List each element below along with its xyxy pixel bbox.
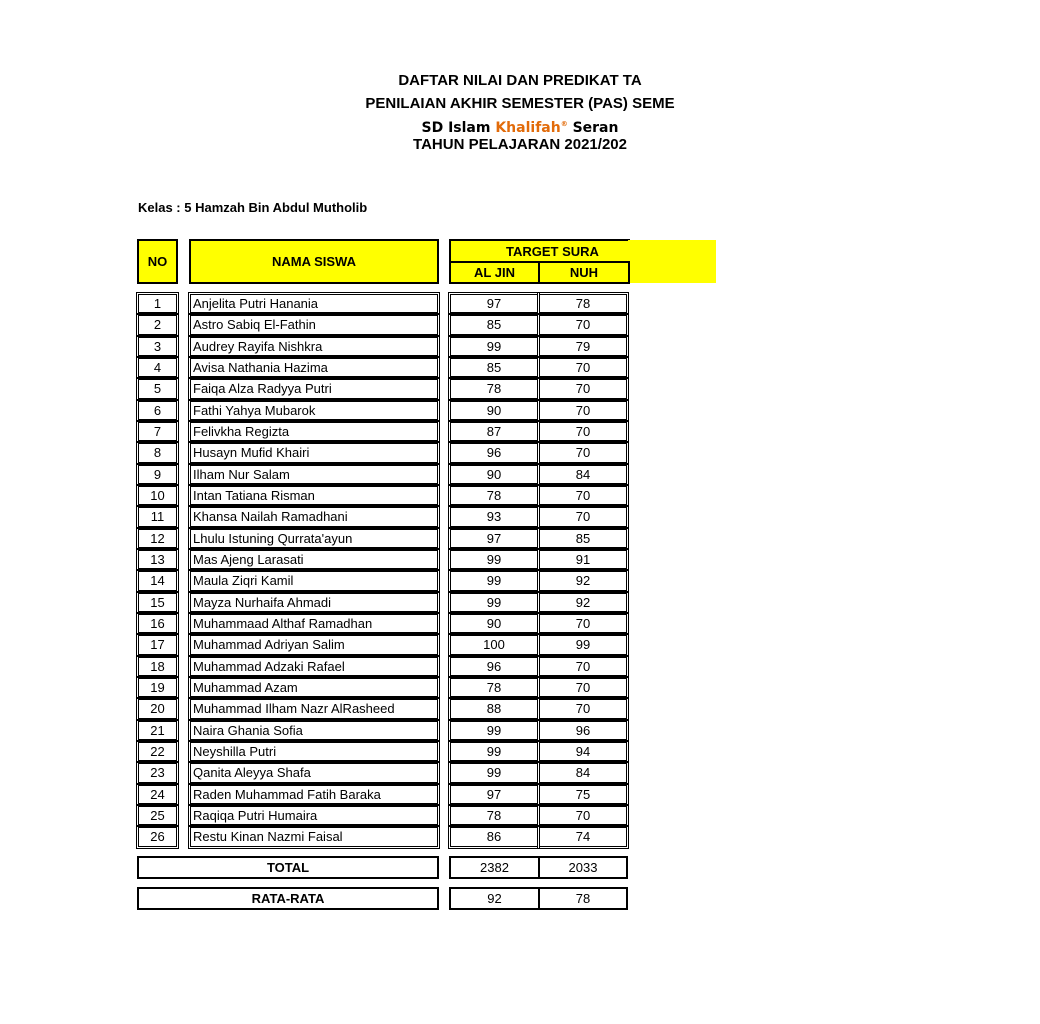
- row-nuh: 70: [539, 486, 627, 505]
- row-nuh: 70: [539, 614, 627, 633]
- row-al-jin: 99: [450, 742, 538, 761]
- row-al-jin: 99: [450, 763, 538, 782]
- row-no: 21: [138, 721, 177, 740]
- row-no: 25: [138, 806, 177, 825]
- row-no: 10: [138, 486, 177, 505]
- row-no: 16: [138, 614, 177, 633]
- row-nama: Khansa Nailah Ramadhani: [190, 507, 438, 526]
- header-target-surah: TARGET SURA: [449, 239, 630, 263]
- row-nuh: 92: [539, 593, 627, 612]
- row-nama: Naira Ghania Sofia: [190, 721, 438, 740]
- row-nama: Astro Sabiq El-Fathin: [190, 315, 438, 334]
- school-brand: Khalifah: [495, 120, 561, 136]
- header-fill: [628, 240, 716, 283]
- row-nama: Raqiqa Putri Humaira: [190, 806, 438, 825]
- row-nuh: 92: [539, 571, 627, 590]
- header-no: NO: [137, 239, 178, 284]
- school-prefix: SD Islam: [421, 120, 496, 136]
- row-al-jin: 85: [450, 358, 538, 377]
- row-nuh: 96: [539, 721, 627, 740]
- row-nuh: 70: [539, 443, 627, 462]
- row-no: 1: [138, 294, 177, 313]
- row-al-jin: 88: [450, 699, 538, 718]
- row-nuh: 70: [539, 401, 627, 420]
- row-nama: Muhammad Azam: [190, 678, 438, 697]
- row-al-jin: 90: [450, 614, 538, 633]
- row-nama: Raden Muhammad Fatih Baraka: [190, 785, 438, 804]
- row-no: 8: [138, 443, 177, 462]
- row-nama: Muhammaad Althaf Ramadhan: [190, 614, 438, 633]
- row-nama: Ilham Nur Salam: [190, 465, 438, 484]
- row-nuh: 94: [539, 742, 627, 761]
- row-al-jin: 86: [450, 827, 538, 846]
- row-no: 15: [138, 593, 177, 612]
- row-no: 19: [138, 678, 177, 697]
- row-al-jin: 97: [450, 785, 538, 804]
- row-nuh: 70: [539, 315, 627, 334]
- row-nuh: 79: [539, 337, 627, 356]
- average-nuh: 78: [538, 887, 628, 910]
- average-al-jin: 92: [449, 887, 540, 910]
- class-label: Kelas : 5 Hamzah Bin Abdul Mutholib: [138, 200, 368, 215]
- report-title: DAFTAR NILAI DAN PREDIKAT TA: [398, 72, 642, 89]
- row-no: 13: [138, 550, 177, 569]
- row-no: 12: [138, 529, 177, 548]
- row-nama: Fathi Yahya Mubarok: [190, 401, 438, 420]
- academic-year: TAHUN PELAJARAN 2021/202: [413, 136, 627, 153]
- row-nama: Restu Kinan Nazmi Faisal: [190, 827, 438, 846]
- row-no: 5: [138, 379, 177, 398]
- row-no: 26: [138, 827, 177, 846]
- row-al-jin: 99: [450, 593, 538, 612]
- row-nuh: 84: [539, 465, 627, 484]
- row-nuh: 99: [539, 635, 627, 654]
- row-al-jin: 97: [450, 294, 538, 313]
- row-no: 7: [138, 422, 177, 441]
- average-label: RATA-RATA: [137, 887, 439, 910]
- row-nama: Mas Ajeng Larasati: [190, 550, 438, 569]
- row-no: 11: [138, 507, 177, 526]
- row-nuh: 70: [539, 507, 627, 526]
- row-no: 4: [138, 358, 177, 377]
- row-nuh: 78: [539, 294, 627, 313]
- row-al-jin: 97: [450, 529, 538, 548]
- total-label: TOTAL: [137, 856, 439, 879]
- row-no: 22: [138, 742, 177, 761]
- total-nuh: 2033: [538, 856, 628, 879]
- row-nuh: 74: [539, 827, 627, 846]
- row-no: 3: [138, 337, 177, 356]
- row-nuh: 70: [539, 422, 627, 441]
- row-nuh: 85: [539, 529, 627, 548]
- registered-mark: ®: [560, 120, 568, 128]
- row-nama: Maula Ziqri Kamil: [190, 571, 438, 590]
- row-no: 2: [138, 315, 177, 334]
- row-al-jin: 78: [450, 678, 538, 697]
- row-nuh: 70: [539, 379, 627, 398]
- row-al-jin: 85: [450, 315, 538, 334]
- row-nama: Intan Tatiana Risman: [190, 486, 438, 505]
- total-al-jin: 2382: [449, 856, 540, 879]
- row-nuh: 75: [539, 785, 627, 804]
- row-nuh: 70: [539, 358, 627, 377]
- row-nama: Muhammad Adriyan Salim: [190, 635, 438, 654]
- row-no: 14: [138, 571, 177, 590]
- row-no: 20: [138, 699, 177, 718]
- row-al-jin: 78: [450, 806, 538, 825]
- row-al-jin: 99: [450, 550, 538, 569]
- row-nama: Neyshilla Putri: [190, 742, 438, 761]
- row-nuh: 84: [539, 763, 627, 782]
- report-header: [0, 0, 675, 160]
- row-no: 9: [138, 465, 177, 484]
- row-al-jin: 99: [450, 571, 538, 590]
- row-nama: Lhulu Istuning Qurrata'ayun: [190, 529, 438, 548]
- row-nama: Qanita Aleyya Shafa: [190, 763, 438, 782]
- row-nama: Mayza Nurhaifa Ahmadi: [190, 593, 438, 612]
- header-nuh: NUH: [538, 261, 630, 284]
- row-nuh: 70: [539, 699, 627, 718]
- row-nama: Felivkha Regizta: [190, 422, 438, 441]
- row-nama: Avisa Nathania Hazima: [190, 358, 438, 377]
- row-nama: Audrey Rayifa Nishkra: [190, 337, 438, 356]
- row-nama: Muhammad Adzaki Rafael: [190, 657, 438, 676]
- school-name: [0, 115, 1040, 137]
- row-al-jin: 90: [450, 465, 538, 484]
- row-al-jin: 99: [450, 721, 538, 740]
- row-nuh: 70: [539, 657, 627, 676]
- row-nama: Muhammad Ilham Nazr AlRasheed: [190, 699, 438, 718]
- row-al-jin: 90: [450, 401, 538, 420]
- row-al-jin: 96: [450, 657, 538, 676]
- row-al-jin: 87: [450, 422, 538, 441]
- row-al-jin: 100: [450, 635, 538, 654]
- row-no: 18: [138, 657, 177, 676]
- row-no: 17: [138, 635, 177, 654]
- row-nama: Faiqa Alza Radyya Putri: [190, 379, 438, 398]
- header-nama-siswa: NAMA SISWA: [189, 239, 439, 284]
- row-no: 6: [138, 401, 177, 420]
- row-nuh: 70: [539, 806, 627, 825]
- row-nuh: 91: [539, 550, 627, 569]
- row-no: 24: [138, 785, 177, 804]
- row-nama: Husayn Mufid Khairi: [190, 443, 438, 462]
- school-suffix: Seran: [567, 120, 619, 136]
- row-nuh: 70: [539, 678, 627, 697]
- row-no: 23: [138, 763, 177, 782]
- row-nama: Anjelita Putri Hanania: [190, 294, 438, 313]
- row-al-jin: 99: [450, 337, 538, 356]
- row-al-jin: 96: [450, 443, 538, 462]
- row-al-jin: 78: [450, 379, 538, 398]
- row-al-jin: 78: [450, 486, 538, 505]
- header-al-jin: AL JIN: [449, 261, 540, 284]
- report-subtitle: PENILAIAN AKHIR SEMESTER (PAS) SEME: [365, 95, 675, 112]
- row-al-jin: 93: [450, 507, 538, 526]
